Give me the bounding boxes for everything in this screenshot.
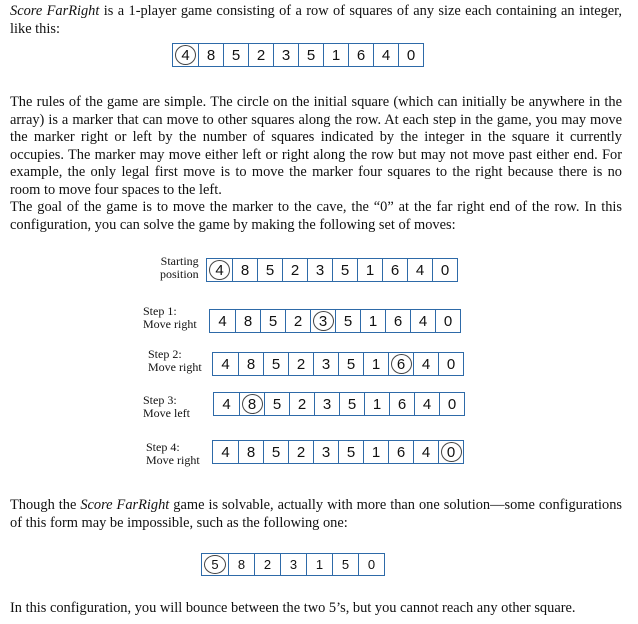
square-value: 5: [346, 355, 356, 373]
square-cell: [257, 259, 282, 281]
square-cell: [313, 353, 338, 375]
square-cell: [264, 393, 289, 415]
square-cell: [388, 441, 413, 463]
square-cell: [307, 259, 332, 281]
step-row: [212, 440, 464, 464]
square-value: 6: [396, 355, 406, 373]
square-value: 1: [372, 395, 382, 413]
square-cell: [214, 393, 239, 415]
square-cell: [310, 310, 335, 332]
square-value: 3: [318, 312, 328, 330]
square-cell: [364, 393, 389, 415]
square-value: 5: [271, 355, 281, 373]
square-cell: [438, 353, 463, 375]
square-value: 1: [315, 557, 324, 572]
step-label-line1: Step 2:: [148, 347, 182, 361]
square-value: 8: [246, 443, 256, 461]
square-cell: [363, 441, 388, 463]
square-cell: [398, 44, 423, 66]
square-cell: [389, 393, 414, 415]
step-label-line2: Move right: [148, 360, 202, 374]
square-value: 4: [418, 312, 428, 330]
square-value: 5: [343, 312, 353, 330]
square-cell: [273, 44, 298, 66]
square-cell: [382, 259, 407, 281]
square-cell: [289, 393, 314, 415]
square-cell: [414, 393, 439, 415]
step-label-line1: Step 4:: [146, 440, 180, 454]
square-value: 6: [396, 443, 406, 461]
square-cell: [410, 310, 435, 332]
square-value: 5: [272, 395, 282, 413]
square-cell: [314, 393, 339, 415]
square-value: 0: [447, 395, 457, 413]
step-label-line2: Move left: [143, 406, 190, 420]
step-label: [143, 394, 190, 420]
square-value: 4: [181, 46, 190, 64]
square-cell: [238, 353, 263, 375]
square-value: 4: [221, 355, 230, 373]
square-cell: [248, 44, 273, 66]
square-cell: [332, 259, 357, 281]
square-cell: [280, 554, 306, 575]
square-value: 3: [281, 46, 291, 64]
square-cell: [360, 310, 385, 332]
solvable-before: Though the: [10, 497, 81, 513]
square-cell: [339, 393, 364, 415]
square-value: 2: [296, 355, 306, 373]
square-value: 2: [256, 46, 266, 64]
step-row: [213, 392, 465, 416]
square-cell: [332, 554, 358, 575]
square-cell: [323, 44, 348, 66]
square-cell: [335, 310, 360, 332]
square-cell: [435, 310, 460, 332]
square-value: 4: [222, 395, 231, 413]
square-value: 5: [306, 46, 316, 64]
square-value: 4: [221, 443, 230, 461]
square-cell: [235, 310, 260, 332]
square-cell: [385, 310, 410, 332]
intro-text: is a 1-player game consisting of a row of squares of any size each containing an integer, like this:: [10, 3, 622, 37]
square-value: 4: [215, 261, 224, 279]
game-title-2: Score FarRight: [80, 497, 170, 513]
step-label: [146, 441, 200, 467]
square-cell: [207, 259, 232, 281]
square-cell: [358, 554, 384, 575]
square-cell: [213, 353, 238, 375]
square-value: 4: [381, 46, 391, 64]
step-row: [206, 258, 458, 282]
square-value: 8: [237, 557, 246, 572]
square-value: 5: [211, 557, 219, 572]
step-row: [212, 352, 464, 376]
square-value: 2: [297, 395, 307, 413]
square-value: 8: [247, 395, 257, 413]
conclusion-paragraph: [10, 600, 622, 618]
square-value: 4: [415, 261, 425, 279]
step-label-line2: Move right: [143, 317, 197, 331]
square-cell: [223, 44, 248, 66]
square-value: 8: [240, 261, 250, 279]
square-cell: [173, 44, 198, 66]
square-cell: [282, 259, 307, 281]
example-row: [172, 43, 424, 67]
square-value: 8: [246, 355, 256, 373]
square-cell: [439, 393, 464, 415]
square-cell: [413, 353, 438, 375]
square-cell: [306, 554, 332, 575]
square-value: 3: [289, 557, 298, 572]
square-value: 0: [406, 46, 416, 64]
square-value: 0: [367, 557, 376, 572]
square-cell: [238, 441, 263, 463]
square-value: 2: [293, 312, 303, 330]
square-cell: [228, 554, 254, 575]
square-value: 4: [422, 395, 432, 413]
square-value: 2: [263, 557, 272, 572]
square-value: 5: [346, 443, 356, 461]
step-label-line1: Starting: [160, 254, 199, 268]
solvable-paragraph: [10, 497, 622, 532]
step-label-line1: Step 1:: [143, 304, 177, 318]
square-cell: [263, 353, 288, 375]
square-cell: [263, 441, 288, 463]
square-cell: [407, 259, 432, 281]
square-cell: [357, 259, 382, 281]
square-cell: [254, 554, 280, 575]
square-value: 1: [371, 443, 381, 461]
square-value: 0: [446, 443, 456, 461]
step-row: [209, 309, 461, 333]
square-value: 3: [322, 395, 332, 413]
square-value: 1: [371, 355, 381, 373]
square-value: 3: [315, 261, 325, 279]
square-cell: [288, 441, 313, 463]
square-value: 6: [390, 261, 400, 279]
square-value: 6: [393, 312, 403, 330]
rules-paragraph: [10, 94, 622, 234]
square-cell: [198, 44, 223, 66]
square-value: 0: [446, 355, 456, 373]
square-cell: [232, 259, 257, 281]
square-cell: [363, 353, 388, 375]
square-cell: [213, 441, 238, 463]
goal-text: The goal of the game is to move the marker to the cave, the “0” at the far right end of the row. In this configuration, you can solve the game by making the following set of moves:: [10, 199, 622, 233]
square-cell: [348, 44, 373, 66]
square-cell: [438, 441, 463, 463]
square-value: 5: [347, 395, 357, 413]
square-cell: [388, 353, 413, 375]
square-value: 5: [268, 312, 278, 330]
square-value: 2: [296, 443, 306, 461]
square-value: 8: [243, 312, 253, 330]
square-cell: [239, 393, 264, 415]
square-value: 4: [421, 355, 431, 373]
square-cell: [298, 44, 323, 66]
square-cell: [338, 441, 363, 463]
square-value: 0: [443, 312, 453, 330]
square-value: 8: [206, 46, 216, 64]
square-value: 5: [271, 443, 281, 461]
intro-paragraph: [10, 3, 622, 38]
rules-text: The rules of the game are simple. The circle on the initial square (which can initially be anywhere in the array) is a marker that can move to other squares along the row. At each step in the game, you may move the marker right or left by the number of squares indicated by the integer in the square it currently occupies. The marker may move either left or right along the row but may not move past either end. For example, the only legal first move is to move the marker four squares to the right because there is no room to move four spaces to the left.: [10, 94, 622, 198]
solvable-after: game is solvable, actually with more than one solution—some configurations of this form may be impossible, such as the following one:: [10, 497, 622, 531]
step-label-line2: position: [160, 267, 199, 281]
square-cell: [288, 353, 313, 375]
square-value: 1: [331, 46, 341, 64]
step-label: [148, 348, 202, 374]
square-cell: [210, 310, 235, 332]
square-cell: [202, 554, 228, 575]
step-label: [143, 305, 197, 331]
square-value: 3: [321, 443, 331, 461]
game-title: Score FarRight: [10, 3, 100, 19]
square-value: 3: [321, 355, 331, 373]
square-value: 5: [341, 557, 350, 572]
square-value: 6: [397, 395, 407, 413]
square-cell: [413, 441, 438, 463]
square-value: 1: [368, 312, 378, 330]
square-cell: [432, 259, 457, 281]
conclusion-text: In this configuration, you will bounce between the two 5’s, but you cannot reach any other square.: [10, 600, 576, 616]
step-label-line2: Move right: [146, 453, 200, 467]
step-label-line1: Step 3:: [143, 393, 177, 407]
square-value: 1: [365, 261, 375, 279]
impossible-row: [201, 553, 385, 576]
square-value: 5: [265, 261, 275, 279]
square-cell: [338, 353, 363, 375]
square-value: 0: [440, 261, 450, 279]
square-cell: [260, 310, 285, 332]
square-cell: [313, 441, 338, 463]
square-value: 5: [231, 46, 241, 64]
step-label: [160, 255, 199, 281]
square-value: 5: [340, 261, 350, 279]
square-value: 2: [290, 261, 300, 279]
square-value: 4: [421, 443, 431, 461]
square-cell: [285, 310, 310, 332]
square-cell: [373, 44, 398, 66]
square-value: 4: [218, 312, 227, 330]
square-value: 6: [356, 46, 366, 64]
